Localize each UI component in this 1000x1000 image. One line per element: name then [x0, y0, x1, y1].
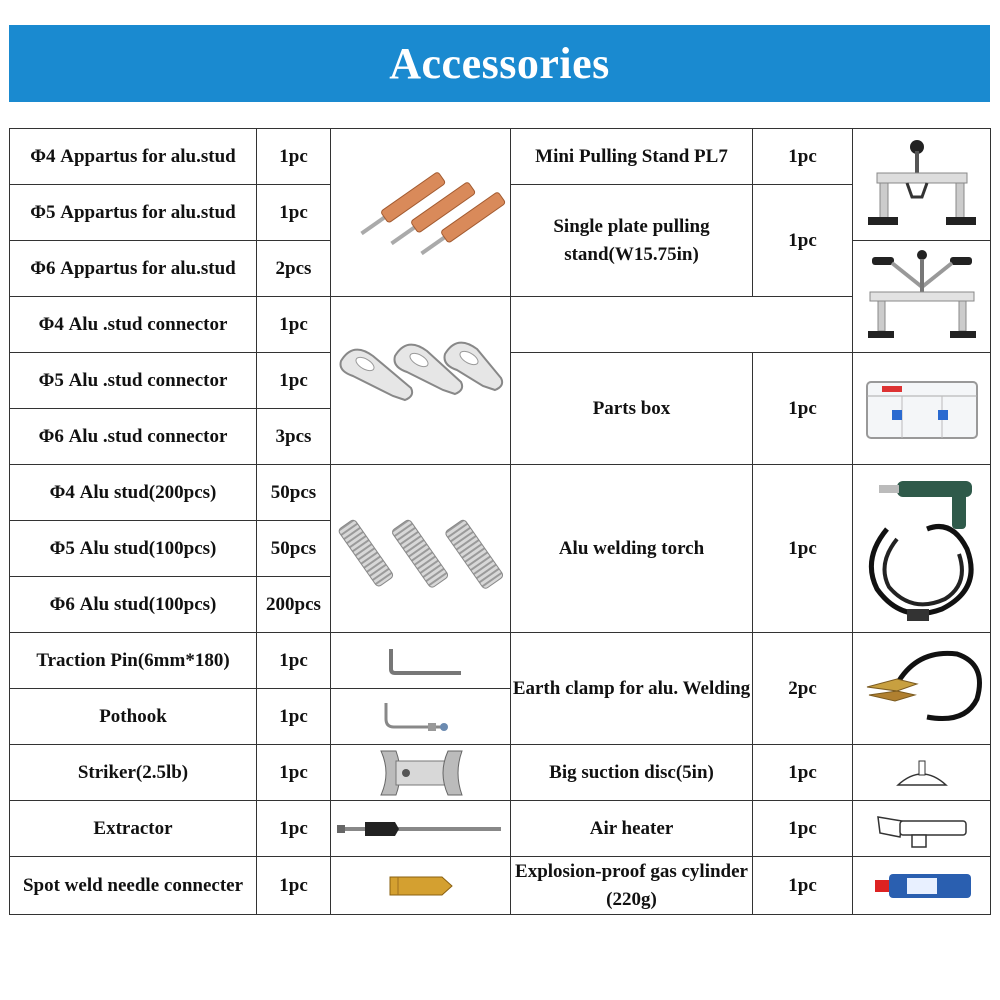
table-row — [10, 297, 991, 353]
gas-cylinder-image — [853, 857, 991, 915]
item-qty: 1pc — [753, 745, 853, 801]
item-qty: 50pcs — [257, 521, 331, 577]
item-name: Φ6 Alu stud(100pcs) — [10, 577, 257, 633]
striker-image — [331, 745, 511, 801]
suction-disc-icon — [892, 753, 952, 793]
air-heater-image — [853, 801, 991, 857]
accessories-table — [9, 128, 991, 915]
item-name: Big suction disc(5in) — [511, 745, 753, 801]
traction-pin-image — [331, 633, 511, 689]
needle-connector-icon — [386, 871, 456, 901]
earth-clamp-image — [853, 633, 991, 745]
item-name: Φ4 Alu stud(200pcs) — [10, 465, 257, 521]
item-name: Air heater — [511, 801, 753, 857]
item-qty: 1pc — [753, 857, 853, 915]
item-qty: 1pc — [257, 801, 331, 857]
item-name: Φ6 Alu .stud connector — [10, 409, 257, 465]
item-qty: 1pc — [257, 857, 331, 915]
parts-box-icon — [862, 374, 982, 444]
extractor-icon — [335, 814, 507, 844]
item-name: Mini Pulling Stand PL7 — [511, 129, 753, 185]
welding-torch-icon — [857, 469, 987, 629]
pothook-image — [331, 689, 511, 745]
item-name: Alu welding torch — [511, 465, 753, 633]
welding-torch-image — [853, 465, 991, 633]
item-name: Φ5 Alu stud(100pcs) — [10, 521, 257, 577]
spot-weld-needle-image — [331, 857, 511, 915]
alu-stud-icon — [333, 489, 508, 609]
suction-disc-image — [853, 745, 991, 801]
item-name: Φ4 Appartus for alu.stud — [10, 129, 257, 185]
item-name: Explosion-proof gas cylinder (220g) — [511, 857, 753, 915]
parts-box-image — [853, 353, 991, 465]
title-banner — [9, 25, 990, 102]
item-qty: 1pc — [257, 129, 331, 185]
item-name: Φ4 Alu .stud connector — [10, 297, 257, 353]
item-qty: 2pc — [753, 633, 853, 745]
alu-stud-apparatus-image — [331, 129, 511, 297]
table-row — [10, 857, 991, 915]
item-name: Φ6 Appartus for alu.stud — [10, 241, 257, 297]
item-qty: 1pc — [753, 465, 853, 633]
item-qty: 1pc — [257, 353, 331, 409]
apparatus-tip-icon — [357, 171, 505, 259]
pothook-icon — [376, 695, 466, 739]
item-qty: 1pc — [753, 353, 853, 465]
air-heater-icon — [872, 807, 972, 851]
slide-hammer-icon — [376, 747, 466, 799]
item-qty: 1pc — [257, 297, 331, 353]
single-plate-stand-icon — [862, 247, 982, 347]
item-qty: 1pc — [257, 745, 331, 801]
item-qty: 1pc — [257, 633, 331, 689]
table-row — [10, 745, 991, 801]
page-title: Accessories — [389, 39, 610, 88]
item-qty: 1pc — [753, 129, 853, 185]
table-row — [10, 633, 991, 689]
table-row — [10, 801, 991, 857]
item-name: Traction Pin(6mm*180) — [10, 633, 257, 689]
earth-clamp-icon — [857, 639, 987, 739]
allen-key-icon — [371, 641, 471, 681]
table-row — [10, 129, 991, 185]
item-name: Striker(2.5lb) — [10, 745, 257, 801]
item-qty: 1pc — [753, 801, 853, 857]
gas-cylinder-icon — [867, 866, 977, 906]
mini-pulling-stand-image — [853, 129, 991, 241]
alu-stud-connector-image — [331, 297, 511, 465]
item-name: Parts box — [511, 353, 753, 465]
pulling-stand-icon — [862, 137, 982, 232]
item-name: Spot weld needle connecter — [10, 857, 257, 915]
item-qty: 200pcs — [257, 577, 331, 633]
item-name: Pothook — [10, 689, 257, 745]
item-qty: 2pcs — [257, 241, 331, 297]
item-qty: 1pc — [753, 185, 853, 297]
alu-stud-image — [331, 465, 511, 633]
item-name: Φ5 Appartus for alu.stud — [10, 185, 257, 241]
item-qty: 1pc — [257, 185, 331, 241]
item-name: Φ5 Alu .stud connector — [10, 353, 257, 409]
table-row — [10, 465, 991, 521]
single-plate-stand-image — [853, 241, 991, 353]
item-name: Extractor — [10, 801, 257, 857]
item-qty: 50pcs — [257, 465, 331, 521]
item-name: Single plate pulling stand(W15.75in) — [511, 185, 753, 297]
item-qty: 3pcs — [257, 409, 331, 465]
extractor-image — [331, 801, 511, 857]
item-name: Earth clamp for alu. Welding — [511, 633, 753, 745]
item-qty: 1pc — [257, 689, 331, 745]
stud-connector-icon — [333, 326, 508, 436]
